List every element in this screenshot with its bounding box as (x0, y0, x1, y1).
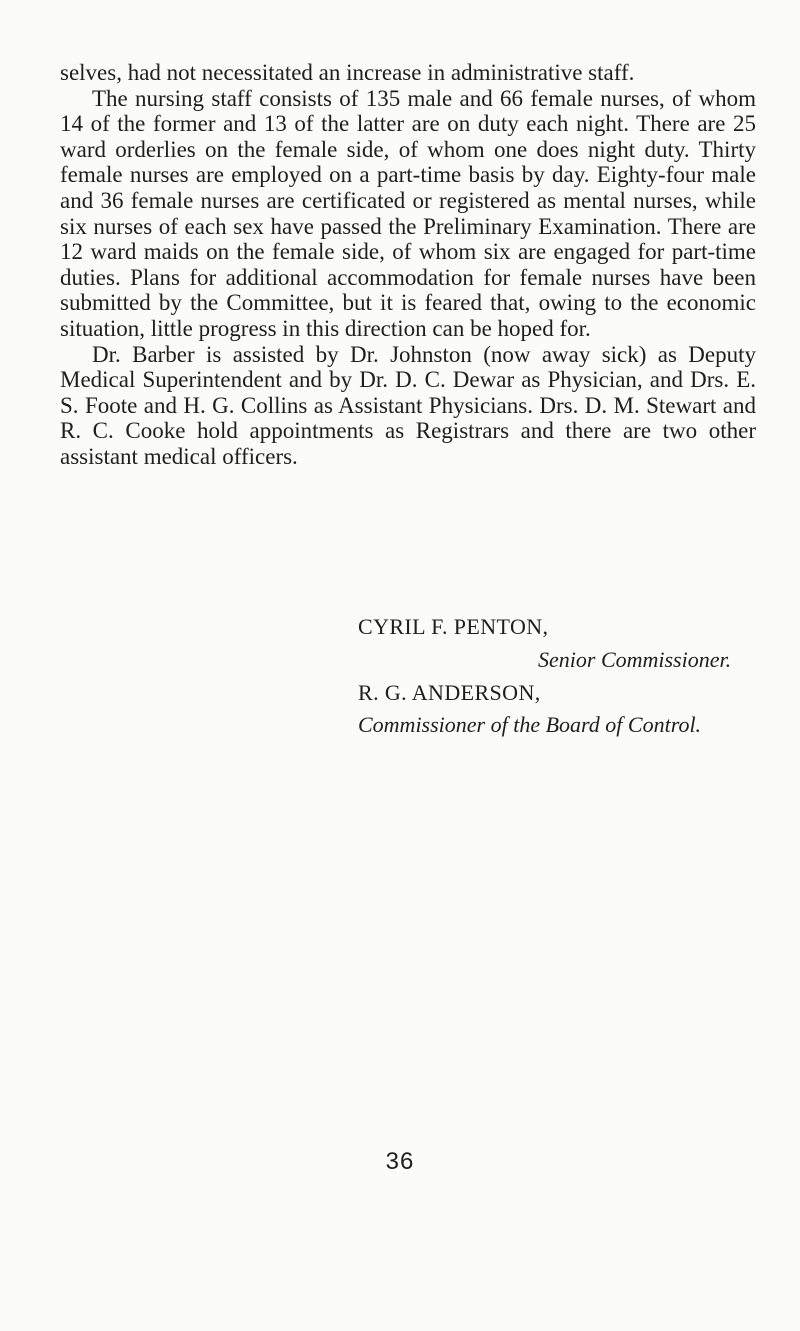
body-text (60, 60, 756, 470)
signatory-title-penton: Senior Commissioner. (538, 647, 732, 672)
signatory-title-anderson: Commissioner of the Board of Control. (358, 712, 702, 737)
paragraph-nursing-staff: The nursing staff consists of 135 male and 66 female nurses, of whom 14 of the former and 13 of the latter are on duty each night. There are 25 ward orderlies on the female side, of whom one does night duty. Thirty female nurses are employed on a part-time basis by day. Eighty-four male and 36 female nurses are certificated or registered as mental nurses, while six nurses of each sex have passed the Preliminary Examination. There are 12 ward maids on the female side, of whom six are engaged for part-time duties. Plans for additional accommodation for female nurses have been submitted by the Committee, but it is feared that, owing to the economic situation, little progress in this direction can be hoped for. (60, 85, 756, 341)
paragraph-medical-staff: Dr. Barber is assisted by Dr. Johnston (now away sick) as Deputy Medical Superintendent and by Dr. D. C. Dewar as Physician, and Drs. E. S. Foote and H. G. Collins as Assistant Physicians. Drs. D. M. Stewart and R. C. Cooke hold appointments as Registrars and there are two other assistant medical officers. (60, 341, 756, 469)
paragraph-continuation: selves, had not necessitated an increase in administrative staff. (60, 60, 635, 85)
page-number: 36 (385, 1148, 415, 1175)
signatory-name-penton: CYRIL F. PENTON, (358, 614, 549, 639)
signatory-name-anderson: R. G. ANDERSON, (358, 680, 541, 705)
